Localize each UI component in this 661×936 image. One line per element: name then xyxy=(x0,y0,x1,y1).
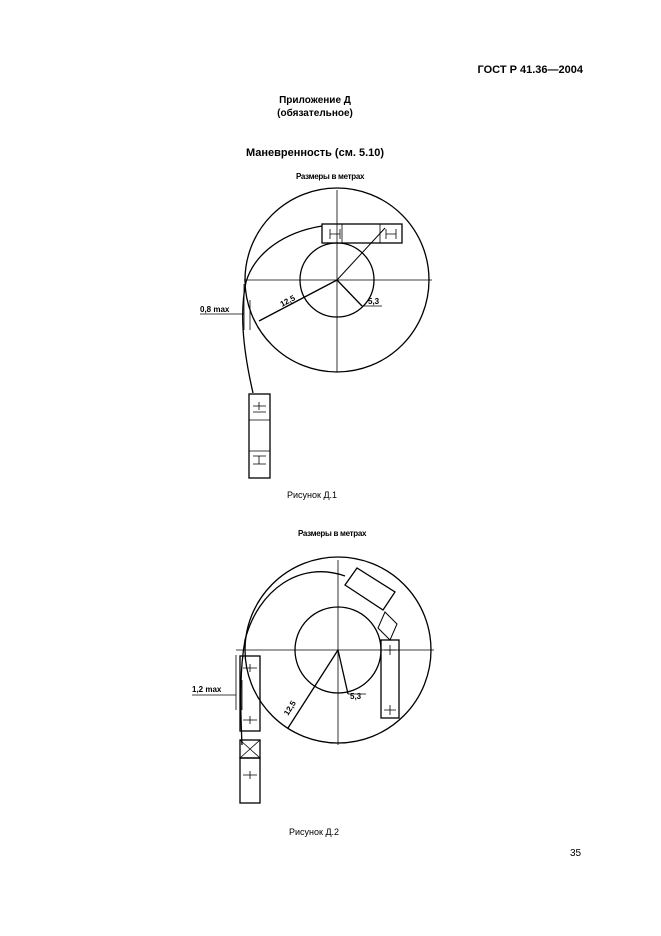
appendix-status: (обязательное) xyxy=(277,108,353,119)
section-title: Маневренность (см. 5.10) xyxy=(245,147,385,159)
standard-number: ГОСТ Р 41.36—2004 xyxy=(477,64,583,76)
figure1-caption: Рисунок Д.1 xyxy=(287,490,338,500)
figure1-vehicle-vertical xyxy=(249,394,270,478)
figure1-units-note: Размеры в метрах xyxy=(296,172,365,181)
figure2-swept-path xyxy=(241,572,345,745)
figure2-outer-radius-line xyxy=(288,650,338,728)
figure1-inner-radius-label: 5,3 xyxy=(368,297,380,306)
figure2-vehicle-angled xyxy=(345,568,395,610)
appendix-title: Приложение Д xyxy=(279,95,351,106)
figure2-diagram xyxy=(192,557,434,803)
figure2-caption: Рисунок Д.2 xyxy=(289,827,340,837)
figure1-diagram xyxy=(200,188,432,478)
figure1-inner-radius-line xyxy=(337,280,362,306)
figure2-inner-radius-line xyxy=(338,650,348,694)
figure1-vehicle-top xyxy=(322,224,402,243)
page-number: 35 xyxy=(570,848,582,859)
figure1-clearance-label: 0,8 max xyxy=(200,305,230,314)
figure2-clearance-label: 1,2 max xyxy=(192,685,222,694)
figure2-outer-radius-label: 12,5 xyxy=(282,699,298,718)
figure1-outer-radius-label: 12,5 xyxy=(278,293,297,309)
figure2-units-note: Размеры в метрах xyxy=(298,529,367,538)
figure2-inner-radius-label: 5,3 xyxy=(350,692,362,701)
figure2-vehicle-left-2 xyxy=(240,758,260,803)
